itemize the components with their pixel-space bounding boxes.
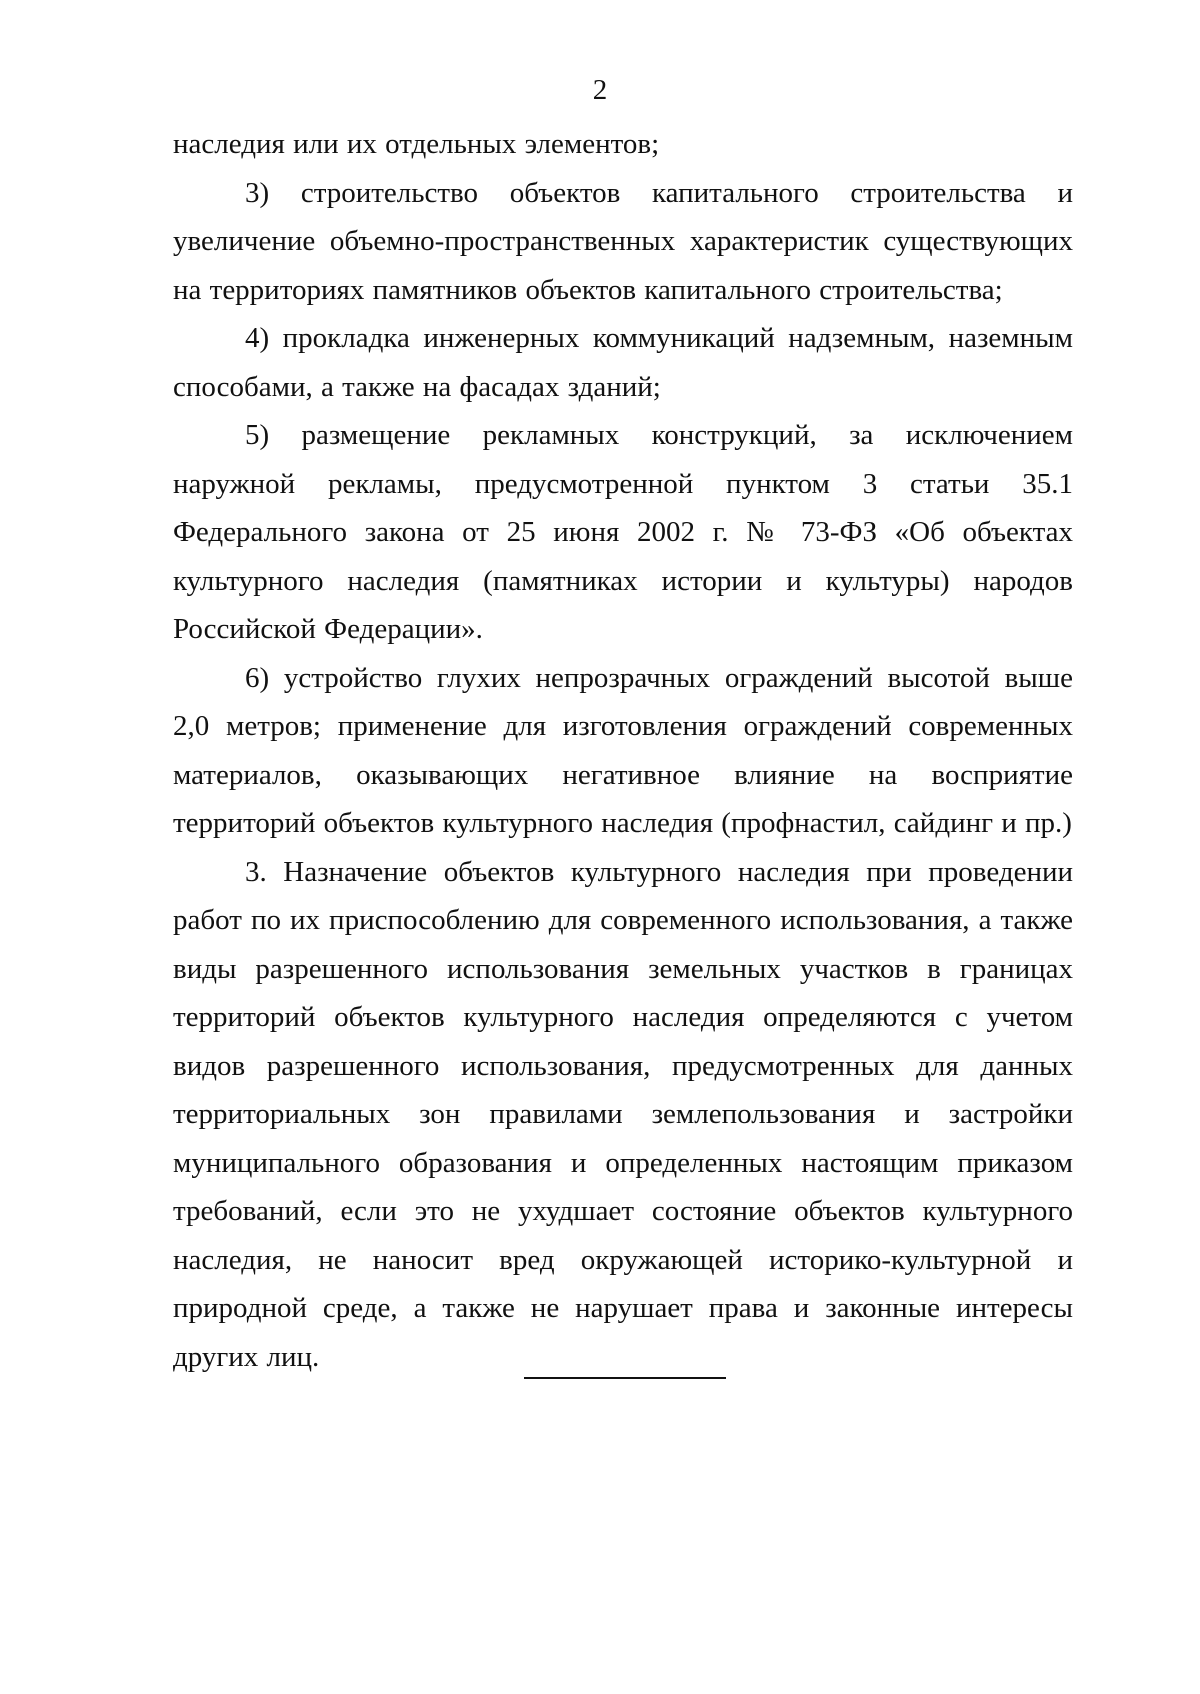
document-body <box>173 120 1073 1381</box>
list-item-3: 3) строительство объектов капитального строительства и увеличение объемно-пространственных характеристик существующих на территориях памятников объектов капитального строительства; <box>173 176 1073 306</box>
list-item-6: 6) устройство глухих непрозрачных ограждений высотой выше 2,0 метров; применение для изготовления ограждений современных материалов, оказывающих негативное влияние на восприятие территорий объектов культурного наследия (профнастил, сайдинг и пр.) <box>173 661 1073 839</box>
section-3-paragraph: 3. Назначение объектов культурного наследия при проведении работ по их приспособлению для современного использования, а также виды разрешенного использования земельных участков в границах территорий объектов культурного наследия определяются с учетом видов разрешенного использования, предусмотренных для данных территориальных зон правилами землепользования и застройки муниципального образования и определенных настоящим приказом требований, если это не ухудшает состояние объектов культурного наследия, не наносит вред окружающей историко-культурной и природной среде, а также не нарушает права и законные интересы других лиц. <box>173 855 1073 1373</box>
end-of-text-rule <box>524 1377 726 1379</box>
paragraph-continuation: наследия или их отдельных элементов; <box>173 128 660 160</box>
list-item-4: 4) прокладка инженерных коммуникаций надземным, наземным способами, а также на фасадах зданий; <box>173 322 1073 403</box>
list-item-5: 5) размещение рекламных конструкций, за исключением наружной рекламы, предусмотренной пунктом 3 статьи 35.1 Федерального закона от 25 июня 2002 г. № 73-ФЗ «Об объектах культурного наследия (памятниках истории и культуры) народов Российской Федерации». <box>173 419 1073 645</box>
page-number: 2 <box>592 74 608 106</box>
